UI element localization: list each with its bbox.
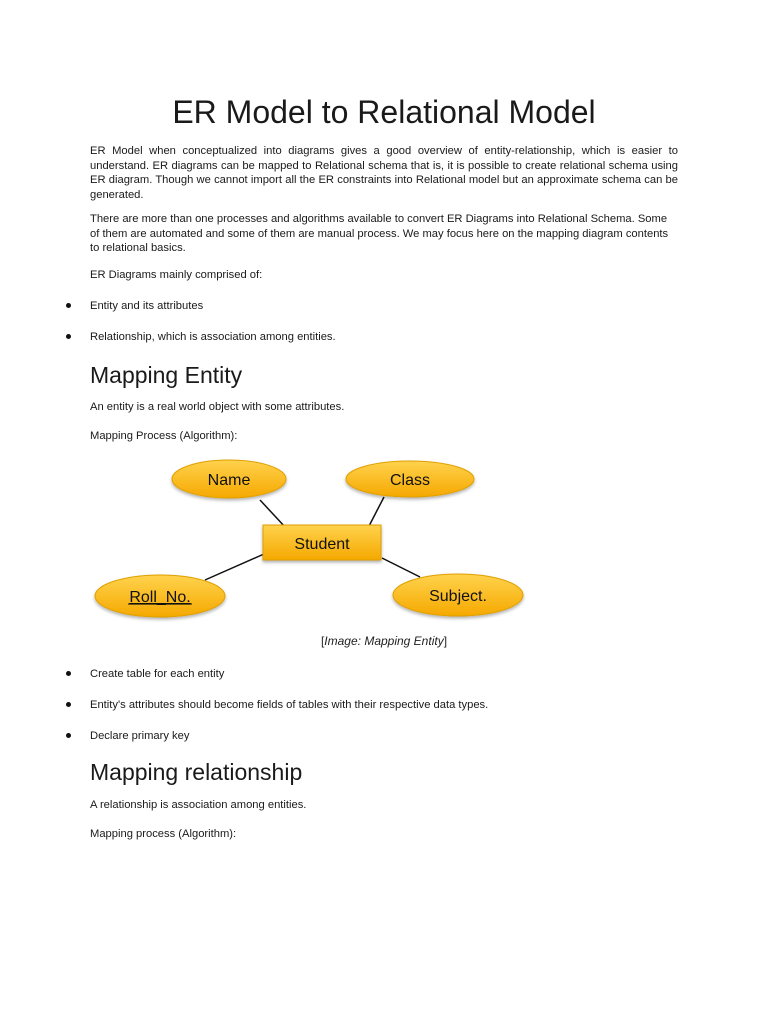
- relationship-text-1: A relationship is association among entities.: [90, 799, 307, 811]
- bullet-dot: [66, 702, 71, 707]
- bullet-dot: [66, 671, 71, 676]
- bullet-dot: [66, 733, 71, 738]
- connector-line: [260, 500, 286, 528]
- entity-bullet-3: Declare primary key: [90, 730, 190, 742]
- intro-paragraph-2: There are more than one processes and algorithms available to convert ER Diagrams into Relational Schema. Some of them are automated and some of them are manual process. We may focus here on the mapping diagram contents to relational basics.: [90, 213, 669, 255]
- connector-line: [205, 554, 264, 580]
- caption-bracket-close: ]: [443, 634, 448, 648]
- intro-bullet-1: Entity and its attributes: [90, 300, 204, 312]
- intro-bullet-2: Relationship, which is association among entities.: [90, 331, 336, 343]
- attribute-label-subject: Subject.: [429, 588, 487, 605]
- intro-paragraph-1: ER Model when conceptualized into diagrams gives a good overview of entity-relationship, which is easier to understand. ER diagrams can be mapped to Relational schema that is, it is possible to create relational schema using ER diagram. Though we cannot import all the ER constraints into Relational model but an approximate schema can be generated.: [90, 145, 678, 201]
- entity-bullet-2: Entity's attributes should become fields of tables with their respective data types.: [90, 699, 489, 711]
- attribute-label-roll-no: Roll_No.: [129, 589, 191, 606]
- figure-caption: [0, 633, 768, 649]
- page-title: ER Model to Relational Model: [172, 94, 596, 130]
- attribute-label-name: Name: [207, 472, 251, 489]
- entity-label-student: Student: [294, 536, 350, 553]
- bullet-dot: [66, 303, 71, 308]
- entity-bullet-1: Create table for each entity: [90, 668, 225, 680]
- attribute-label-class: Class: [389, 472, 431, 489]
- relationship-text-2: Mapping process (Algorithm):: [90, 828, 237, 840]
- connector-line: [368, 497, 384, 528]
- caption-bracket-open: [: [320, 634, 325, 648]
- entity-text-2: Mapping Process (Algorithm):: [90, 430, 238, 442]
- connector-line: [382, 558, 420, 577]
- bullet-dot: [66, 334, 71, 339]
- section-heading-mapping-entity: Mapping Entity: [90, 362, 243, 388]
- section-heading-mapping-relationship: Mapping relationship: [90, 759, 303, 785]
- entity-text-1: An entity is a real world object with some attributes.: [90, 401, 345, 413]
- intro-paragraph-3: ER Diagrams mainly comprised of:: [90, 269, 263, 281]
- caption-text: Image: Mapping Entity: [324, 634, 444, 648]
- er-diagram: [0, 440, 768, 630]
